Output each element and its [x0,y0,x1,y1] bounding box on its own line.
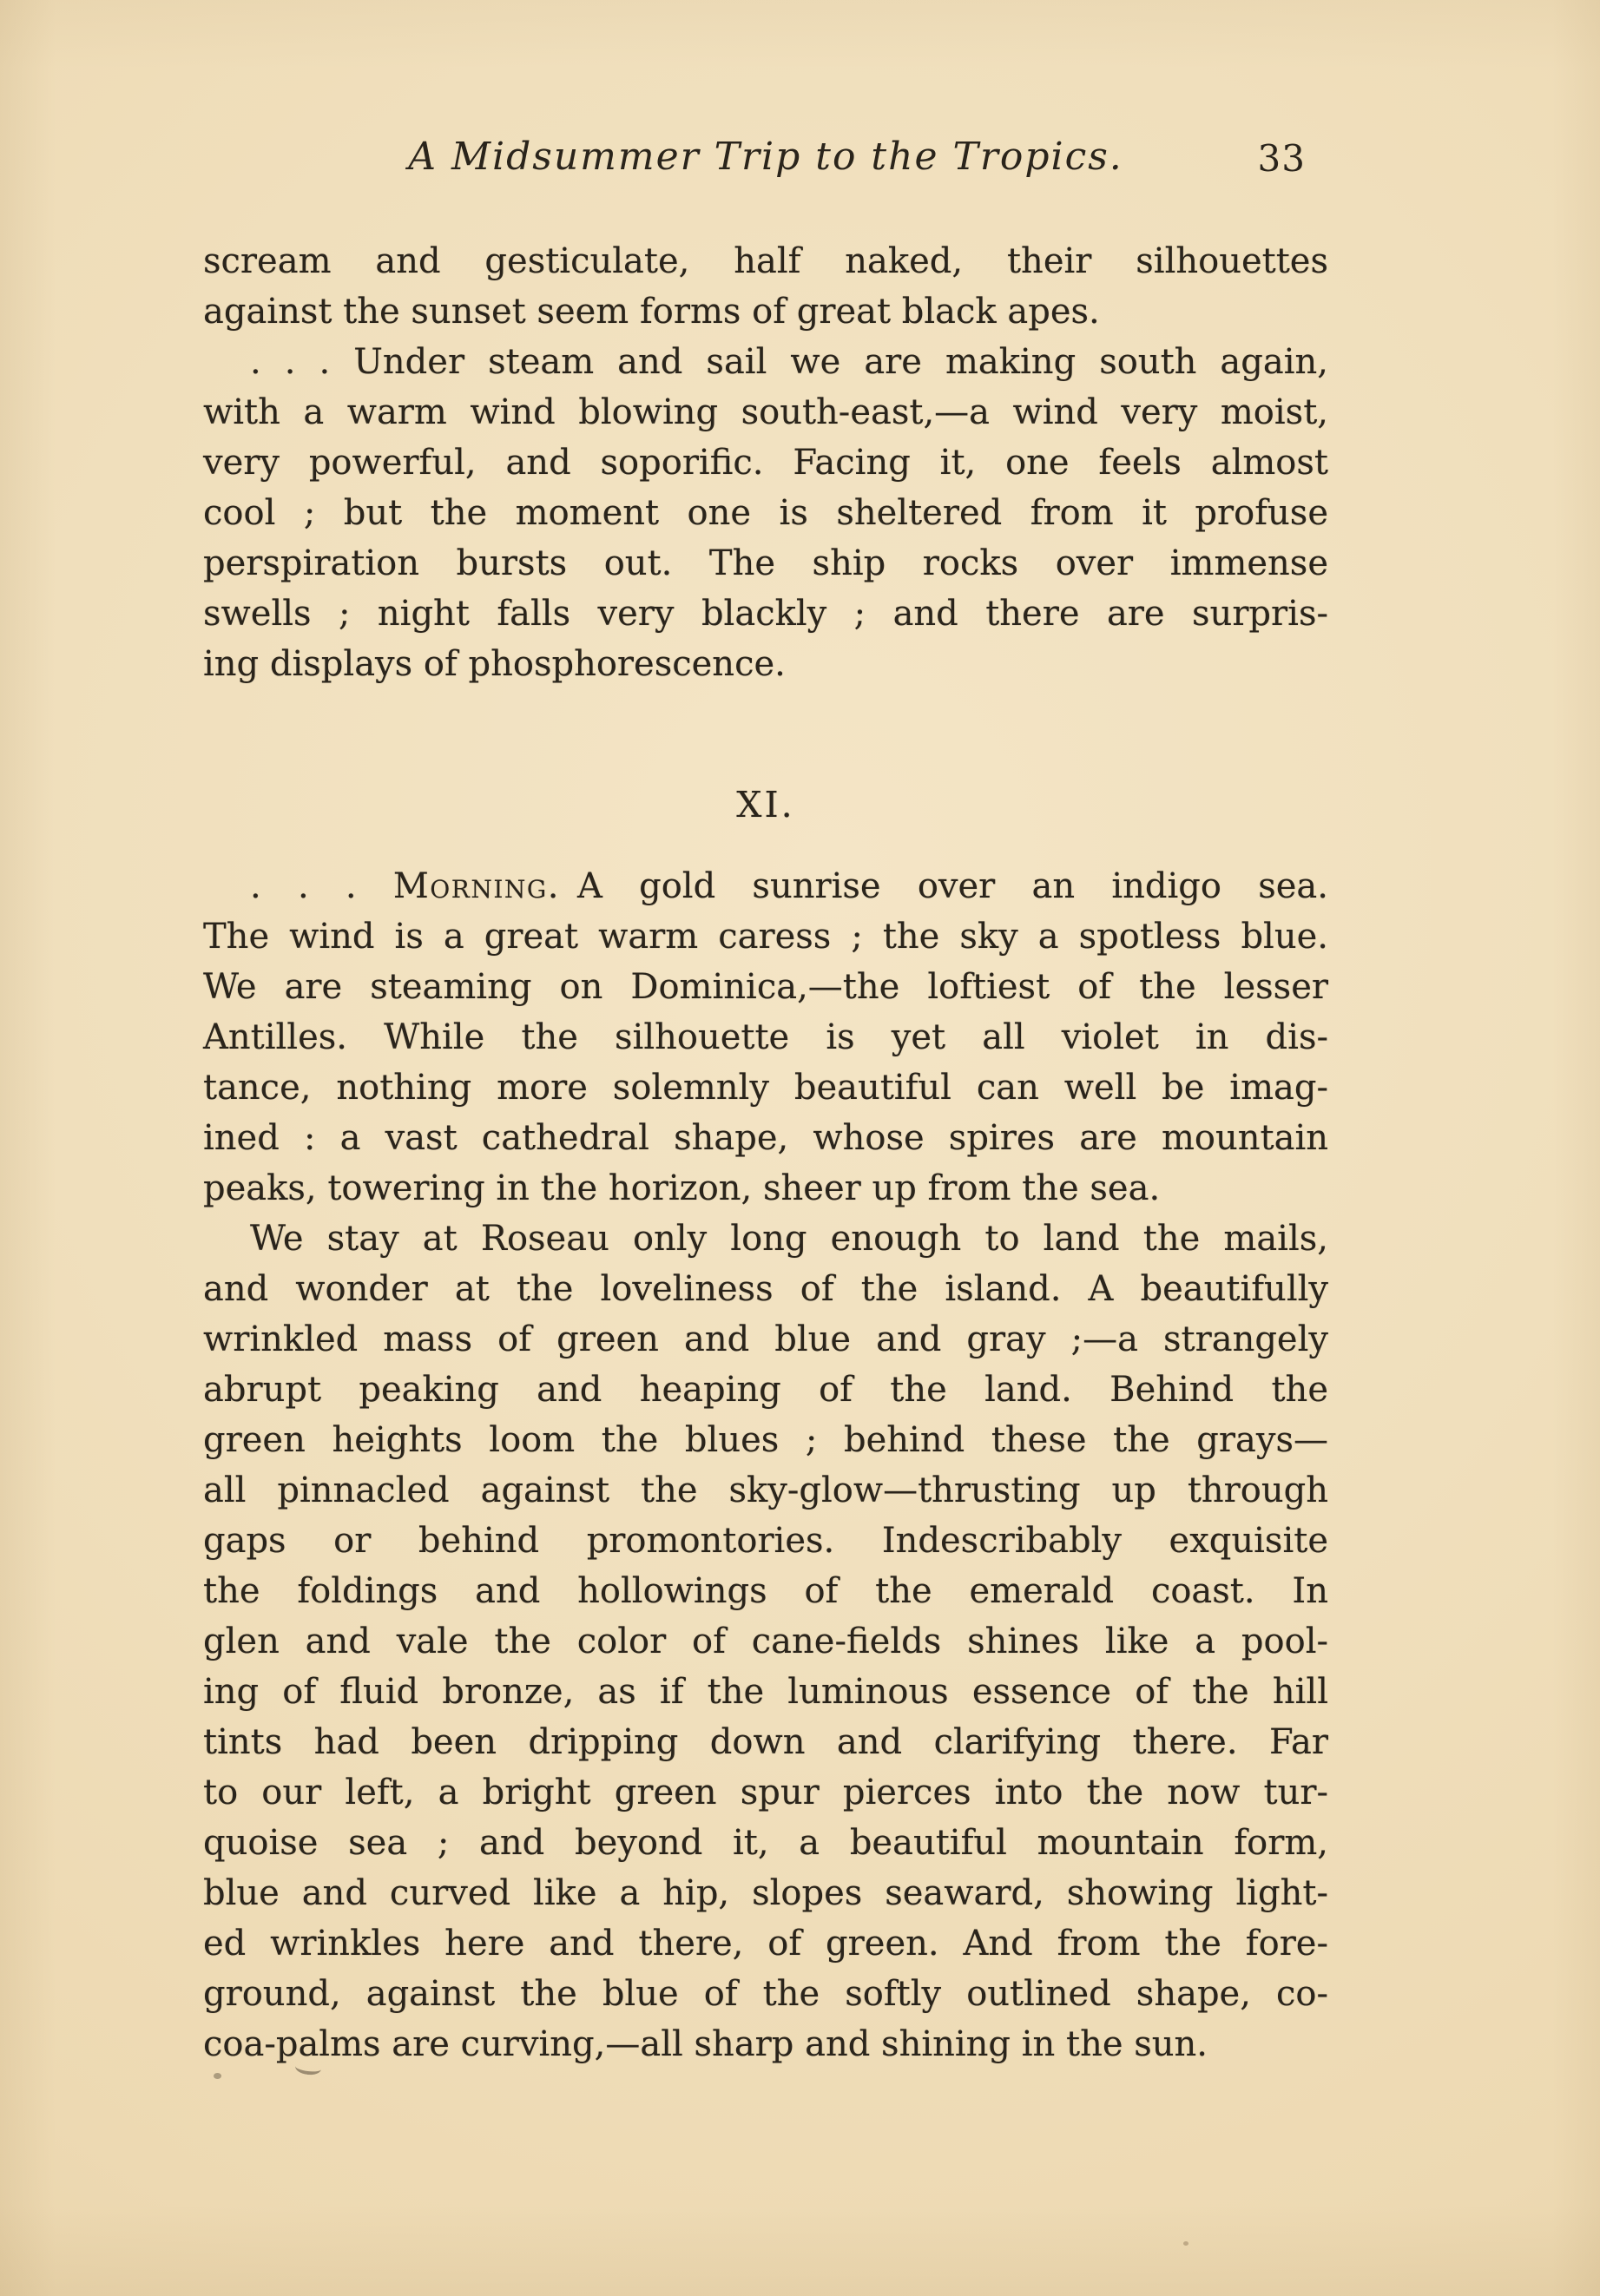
text-line: all pinnacled against the sky-glow—thrusting up through [203,1470,1328,1510]
text-line: scream and gesticulate, half naked, their silhouettes [203,241,1328,281]
smallcaps-word: Morning. [392,866,560,906]
text-line: to our left, a bright green spur pierces into the now tur- [203,1773,1328,1812]
text-line: The wind is a great warm caress ; the sky a spotless blue. [203,917,1328,957]
text-line: ground, against the blue of the softly outlined shape, co- [203,1974,1328,2014]
text-line: We stay at Roseau only long enough to land the mails, [250,1219,1328,1259]
paragraph-4 [203,1214,1328,2069]
text-line [203,861,1328,911]
text-line: tints had been dripping down and clarifying there. Far [203,1722,1328,1762]
text-line: with a warm wind blowing south-east,—a wind very moist, [203,392,1328,432]
text-line: green heights loom the blues ; behind these the grays— [203,1420,1328,1460]
running-header-title: A Midsummer Trip to the Tropics. [408,135,1123,179]
text-block [203,0,1328,2296]
text-line: cool ; but the moment one is sheltered from it profuse [203,493,1328,533]
text-line: swells ; night falls very blackly ; and there are surpris- [203,594,1328,634]
text-line: glen and vale the color of cane-fields shines like a pool- [203,1622,1328,1661]
text-line: and wonder at the loveliness of the island. A beautifully [203,1269,1328,1309]
text-line: very powerful, and soporific. Facing it, one feels almost [203,443,1328,483]
running-header [203,130,1328,184]
text-line: blue and curved like a hip, slopes seaward, showing light- [203,1873,1328,1913]
text-line: ing displays of phosphorescence. [203,644,786,684]
text-line: peaks, towering in the horizon, sheer up from the sea. [203,1168,1161,1208]
text-line: the foldings and hollowings of the emerald coast. In [203,1571,1328,1611]
text-line: tance, nothing more solemnly beautiful can well be imag- [203,1068,1328,1108]
text-line: quoise sea ; and beyond it, a beautiful mountain form, [203,1823,1328,1863]
text-line: We are steaming on Dominica,—the loftiest of the lesser [203,967,1328,1007]
text-line: gaps or behind promontories. Indescribably exquisite [203,1521,1328,1561]
text-line: . . . Under steam and sail we are making south again, [250,342,1328,382]
text-line: against the sunset seem forms of great black apes. [203,292,1100,332]
page-number: 33 [1257,137,1306,180]
text-line: ed wrinkles here and there, of green. And from the fore- [203,1924,1328,1964]
ellipsis-lead: . . . [250,866,393,906]
text-line: Antilles. While the silhouette is yet all violet in dis- [203,1017,1328,1057]
text-line: ined : a vast cathedral shape, whose spires are mountain [203,1118,1328,1158]
paragraph-2 [203,337,1328,689]
text-line: wrinkled mass of green and blue and gray ;—a strangely [203,1319,1328,1359]
line-rest: A gold sunrise over an indigo sea. [576,866,1328,906]
text-line: coa-palms are curving,—all sharp and shining in the sun. [203,2024,1208,2064]
paragraph-3 [203,861,1328,1214]
text-line: abrupt peaking and heaping of the land. Behind the [203,1370,1328,1410]
ink-smudge [214,2073,221,2079]
ink-smudge [1183,2241,1188,2246]
text-line: ing of fluid bronze, as if the luminous essence of the hill [203,1672,1328,1712]
section-heading: XI. [736,784,795,826]
text-line: perspiration bursts out. The ship rocks over immense [203,543,1328,583]
paragraph-1 [203,236,1328,337]
